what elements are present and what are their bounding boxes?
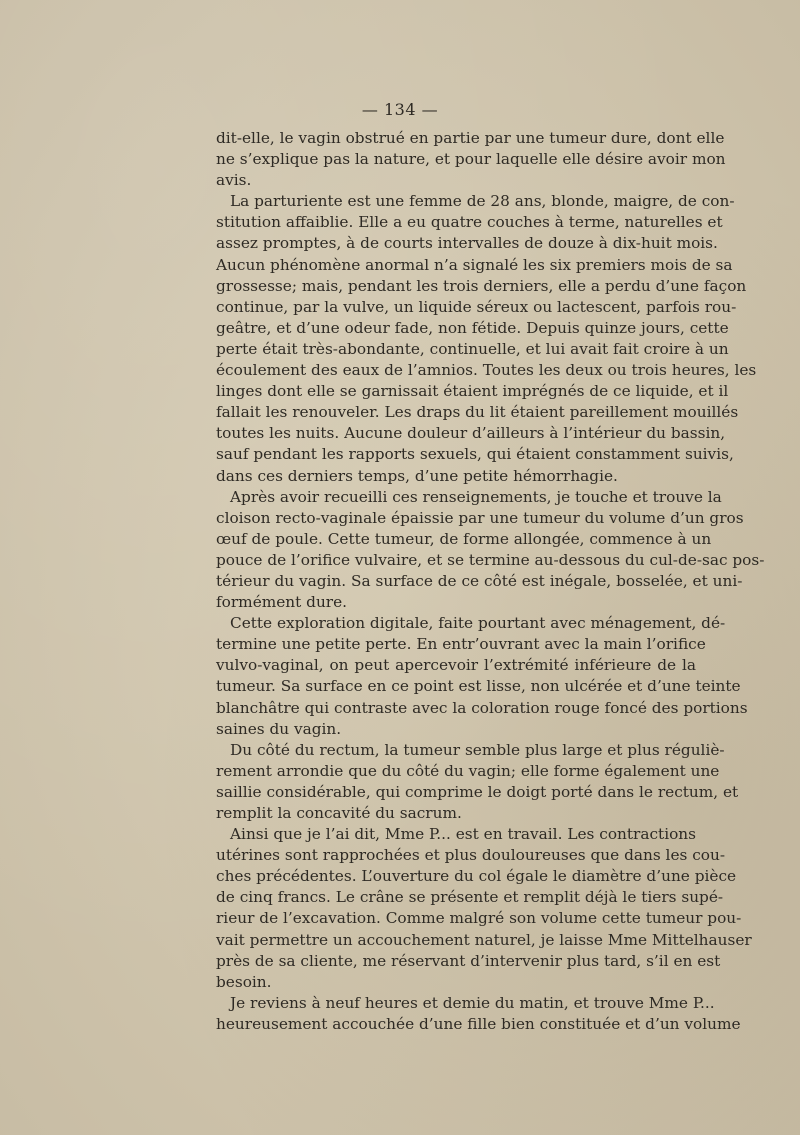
text-line: formément dure.	[216, 593, 348, 612]
text-line: ne s’explique pas la nature, et pour laquelle elle désire avoir mon	[216, 150, 726, 169]
text-line: heureusement accouchée d’une fille bien constituée et d’un volume	[216, 1014, 741, 1033]
text-line: ches précédentes. L’ouverture du col égale le diamètre d’une pièce	[216, 867, 737, 886]
text-line: Du côté du rectum, la tumeur semble plus large et plus réguliè-	[230, 740, 725, 759]
text-line: dans ces derniers temps, d’une petite hémorrhagie.	[216, 466, 618, 485]
text-line: remplit la concavité du sacrum.	[216, 804, 462, 822]
text-line: continue, par la vulve, un liquide séreux ou lactescent, parfois rou-	[216, 297, 737, 316]
text-line: rieur de l’excavation. Comme malgré son volume cette tumeur pou-	[216, 909, 742, 928]
text-line: Je reviens à neuf heures et demie du matin, et trouve Mme P...	[230, 993, 715, 1012]
text-line: pouce de l’orifice vulvaire, et se termine au-dessous du cul-de-sac pos-	[216, 550, 765, 569]
text-line: termine une petite perte. En entr’ouvrant avec la main l’orifice	[216, 635, 706, 654]
text-line: linges dont elle se garnissait étaient imprégnés de ce liquide, et il	[216, 382, 729, 401]
text-line: dit-elle, le vagin obstrué en partie par une tumeur dure, dont elle	[216, 129, 725, 147]
text-line: La parturiente est une femme de 28 ans, blonde, maigre, de con-	[230, 192, 735, 211]
body-text	[216, 128, 765, 1035]
text-line: besoin.	[216, 972, 272, 991]
text-line: perte était très-abondante, continuelle, et lui avait fait croire à un	[216, 339, 729, 358]
text-line: écoulement des eaux de l’amnios. Toutes les deux ou trois heures, les	[216, 361, 757, 380]
text-line: assez promptes, à de courts intervalles de douze à dix-huit mois.	[216, 234, 718, 253]
text-line: Après avoir recueilli ces renseignements, je touche et trouve la	[230, 487, 722, 506]
text-line: Cette exploration digitale, faite pourtant avec ménagement, dé-	[230, 614, 726, 633]
text-line: vait permettre un accouchement naturel, je laisse Mme Mittelhauser	[216, 930, 752, 949]
text-line: Ainsi que je l’ai dit, Mme P... est en travail. Les contractions	[230, 825, 696, 844]
page-number: — 134 —	[361, 100, 439, 119]
text-line: stitution affaiblie. Elle a eu quatre couches à terme, naturelles et	[216, 213, 723, 232]
text-line: rement arrondie que du côté du vagin; elle forme également une	[216, 761, 720, 780]
text-line: près de sa cliente, me réservant d’intervenir plus tard, s’il en est	[216, 951, 721, 970]
text-line: avis.	[216, 171, 252, 190]
text-line: grossesse; mais, pendant les trois derniers, elle a perdu d’une façon	[216, 276, 747, 295]
text-line: sauf pendant les rapports sexuels, qui étaient constamment suivis,	[216, 445, 734, 464]
text-line: cloison recto-vaginale épaissie par une tumeur du volume d’un gros	[216, 508, 744, 527]
text-line: geâtre, et d’une odeur fade, non fétide. Depuis quinze jours, cette	[216, 318, 729, 337]
text-line: tumeur. Sa surface en ce point est lisse, non ulcérée et d’une teinte	[216, 677, 741, 696]
text-line: fallait les renouveler. Les draps du lit étaient pareillement mouillés	[216, 403, 739, 422]
text-line: Aucun phénomène anormal n’a signalé les six premiers mois de sa	[216, 255, 733, 274]
text-line: toutes les nuits. Aucune douleur d’ailleurs à l’intérieur du bassin,	[216, 424, 726, 443]
text-line: vulvo-vaginal, on peut apercevoir l’extrémité inférieure de la	[216, 656, 696, 675]
text-line: de cinq francs. Le crâne se présente et remplit déjà le tiers supé-	[216, 888, 724, 907]
text-line: térieur du vagin. Sa surface de ce côté est inégale, bosselée, et uni-	[216, 571, 743, 590]
text-line: œuf de poule. Cette tumeur, de forme allongée, commence à un	[216, 529, 712, 548]
text-line: saines du vagin.	[216, 719, 342, 738]
text-line: saillie considérable, qui comprime le doigt porté dans le rectum, et	[216, 782, 739, 801]
text-line: blanchâtre qui contraste avec la coloration rouge foncé des portions	[216, 698, 748, 717]
text-line: utérines sont rapprochées et plus douloureuses que dans les cou-	[216, 846, 726, 865]
